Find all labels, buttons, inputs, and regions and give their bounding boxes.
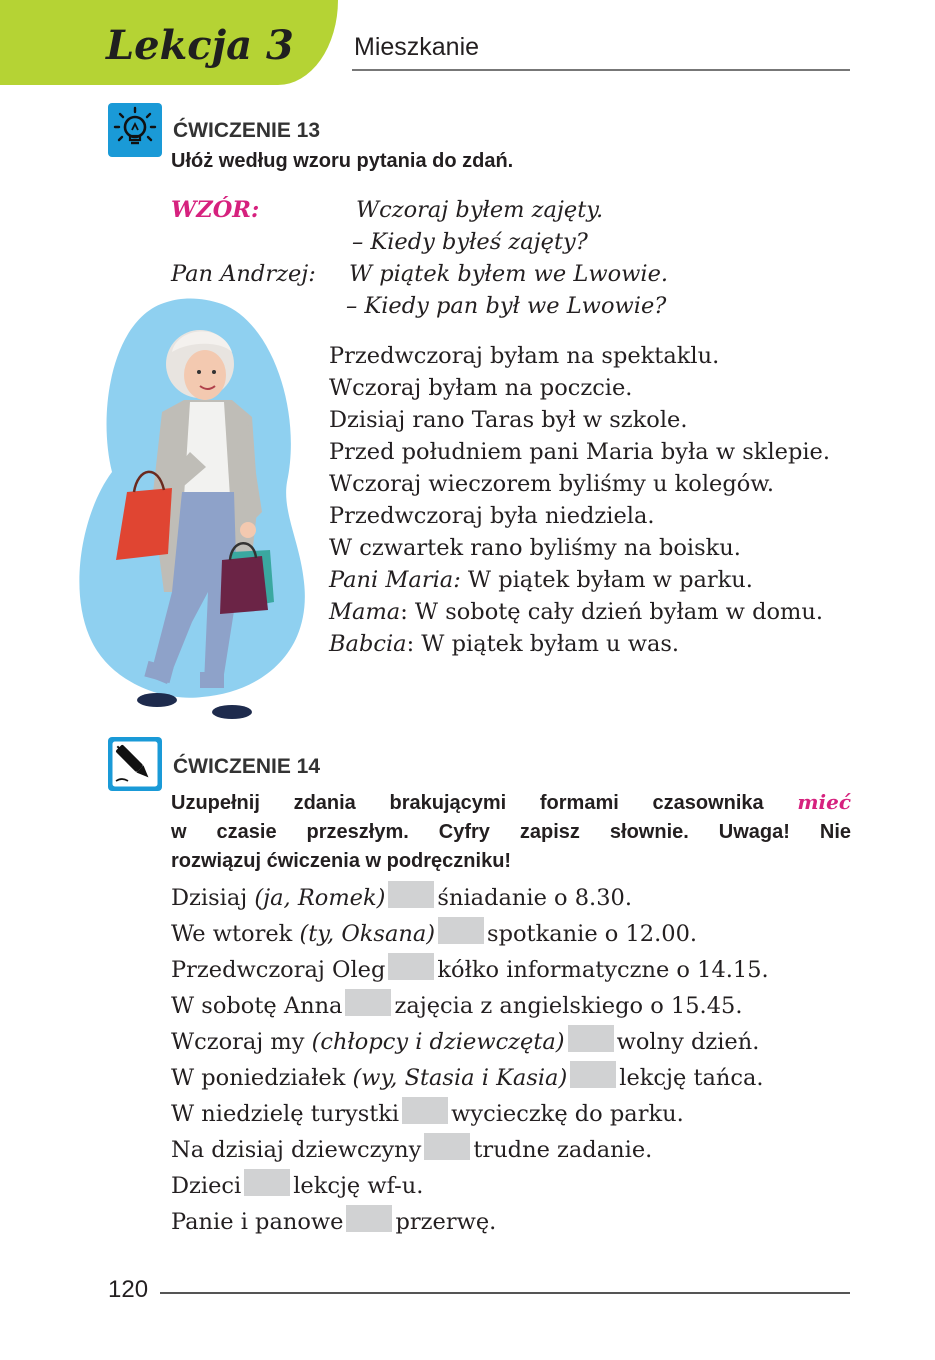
instruction-line (171, 788, 851, 818)
sentence: Przedwczoraj byłam na spektaklu. (329, 343, 720, 369)
item-hint: (ja, Romek) (254, 885, 386, 911)
item-before: Panie i panowe (171, 1209, 344, 1235)
sentence: Przed południem pani Maria była w sklepie. (329, 439, 831, 465)
lesson-title: Lekcja 3 (106, 22, 294, 69)
answer-blank (388, 881, 434, 908)
item-before: Przedwczoraj Oleg (171, 957, 386, 983)
exercise-14-instruction (171, 788, 851, 876)
exercise-13-sentences (329, 340, 889, 660)
lightbulb-icon (108, 103, 162, 157)
item-after: wycieczkę do parku. (451, 1101, 684, 1127)
item-after: zajęcia z angielskiego o 15.45. (394, 993, 743, 1019)
answer-blank (568, 1025, 614, 1052)
item-before: Dzieci (171, 1173, 242, 1199)
fill-gap-item (171, 1168, 769, 1204)
utterance: : W piątek byłam u was. (406, 631, 680, 657)
speaker: Babcia (329, 631, 407, 657)
example-line: – Kiedy byłeś zajęty? (352, 229, 588, 255)
item-before: Dzisiaj (171, 885, 255, 911)
instruction-text: Uzupełnij zdania brakującymi formami czasownika (171, 792, 798, 814)
page-number: 120 (108, 1276, 149, 1303)
example-line: W piątek byłem we Lwowie. (349, 261, 669, 287)
example-line: Wczoraj byłem zajęty. (356, 197, 604, 223)
item-before: Wczoraj my (171, 1029, 312, 1055)
item-after: kółko informatyczne o 14.15. (437, 957, 769, 983)
item-before: W sobotę Anna (171, 993, 343, 1019)
answer-blank (438, 917, 484, 944)
item-after: trudne zadanie. (473, 1137, 653, 1163)
answer-blank (244, 1169, 290, 1196)
sentence: Przedwczoraj była niedziela. (329, 503, 655, 529)
answer-blank (388, 953, 434, 980)
dialog-sentence (329, 628, 889, 660)
exercise-13-instruction: Ułóż według wzoru pytania do zdań. (171, 150, 514, 172)
verb-highlight: mieć (797, 790, 851, 814)
fill-gap-item (171, 1204, 769, 1240)
speaker: Pani Maria: (329, 567, 461, 593)
exercise-14-items (171, 880, 769, 1240)
item-after: przerwę. (395, 1209, 497, 1235)
item-hint: (ty, Oksana) (299, 921, 436, 947)
item-before: W niedzielę turystki (171, 1101, 400, 1127)
item-after: wolny dzień. (616, 1029, 760, 1055)
fill-gap-item (171, 1024, 769, 1060)
dialog-sentence (329, 596, 889, 628)
woman-shopping-illustration (72, 292, 322, 732)
fill-gap-item (171, 988, 769, 1024)
item-before: We wtorek (171, 921, 300, 947)
item-after: lekcję wf-u. (293, 1173, 424, 1199)
speaker: Mama (329, 599, 401, 625)
sentence: Wczoraj wieczorem byliśmy u kolegów. (329, 471, 775, 497)
item-after: spotkanie o 12.00. (487, 921, 698, 947)
footer-divider (160, 1292, 850, 1294)
fill-gap-item (171, 880, 769, 916)
fill-gap-item (171, 952, 769, 988)
instruction-line: w czasie przeszłym. Cyfry zapisz słownie. Uwaga! Nie (171, 821, 851, 843)
fill-gap-item (171, 1132, 769, 1168)
item-hint: (chłopcy i dziewczęta) (311, 1029, 565, 1055)
example-line: – Kiedy pan był we Lwowie? (346, 293, 667, 319)
item-before: W poniedziałek (171, 1065, 353, 1091)
fill-gap-item (171, 916, 769, 952)
item-after: śniadanie o 8.30. (437, 885, 632, 911)
example-speaker: Pan Andrzej: (171, 261, 316, 287)
sentence: Wczoraj byłam na poczcie. (329, 375, 633, 401)
answer-blank (345, 989, 391, 1016)
lesson-topic: Mieszkanie (354, 33, 480, 61)
example-label: WZÓR: (171, 197, 260, 223)
answer-blank (402, 1097, 448, 1124)
exercise-14-title: ĆWICZENIE 14 (173, 755, 321, 778)
utterance: W piątek byłam w parku. (460, 567, 753, 593)
pen-icon (108, 737, 162, 791)
instruction-line: rozwiązuj ćwiczenia w podręczniku! (171, 850, 512, 872)
exercise-13-title: ĆWICZENIE 13 (173, 119, 321, 142)
dialog-sentence (329, 564, 889, 596)
fill-gap-item (171, 1096, 769, 1132)
answer-blank (424, 1133, 470, 1160)
item-before: Na dzisiaj dziewczyny (171, 1137, 422, 1163)
answer-blank (346, 1205, 392, 1232)
sentence: Dzisiaj rano Taras był w szkole. (329, 407, 688, 433)
utterance: : W sobotę cały dzień byłam w domu. (400, 599, 824, 625)
item-hint: (wy, Stasia i Kasia) (352, 1065, 568, 1091)
fill-gap-item (171, 1060, 769, 1096)
answer-blank (570, 1061, 616, 1088)
sentence: W czwartek rano byliśmy na boisku. (329, 535, 741, 561)
topic-divider (352, 69, 850, 71)
item-after: lekcję tańca. (619, 1065, 764, 1091)
